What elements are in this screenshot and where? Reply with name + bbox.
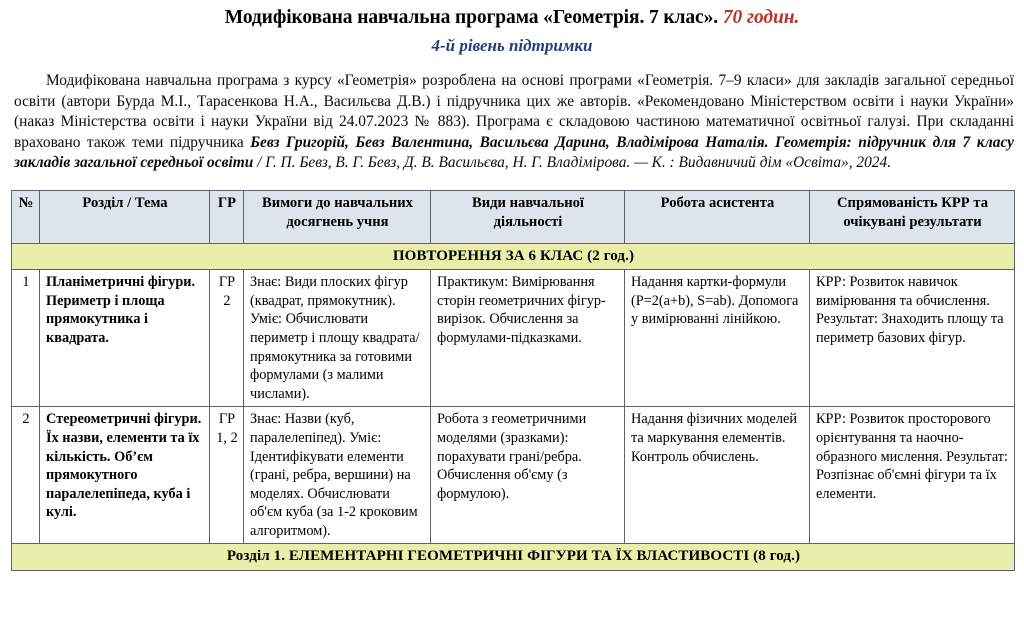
- col-header-activities: Види навчальної діяльності: [431, 190, 625, 243]
- cell-activities: Практикум: Вимірювання сторін геометричних фігур-вирізок. Обчислення за формулами-підказками.: [431, 270, 625, 407]
- page-title-hours: 70 годин.: [722, 7, 800, 28]
- section-title-repetition: ПОВТОРЕННЯ ЗА 6 КЛАС (2 год.): [12, 243, 1015, 270]
- gr-value: 2: [223, 292, 231, 309]
- col-header-assistant: Робота асистента: [625, 190, 810, 243]
- page-subtitle: 4-й рівень підтримки: [431, 36, 593, 56]
- page-title: [12, 5, 1012, 31]
- section-title-chapter-1: Розділ 1. ЕЛЕМЕНТАРНІ ГЕОМЕТРИЧНІ ФІГУРИ ТА ЇХ ВЛАСТИВОСТІ (8 год.): [12, 544, 1015, 571]
- intro-part-bold-italic: Бевз Григорій, Бевз Валентина, Васильєва Дарина, Владімірова Наталія. Геометрія: підручник для 7 класу закладів загальної середньої освіти: [14, 133, 1015, 172]
- cell-krr: КРР: Розвиток просторового орієнтування та наочно-образного мислення. Результат: Розпізнає об'ємні фігури та їх елементи.: [810, 407, 1015, 544]
- cell-assistant: Надання фізичних моделей та маркування елементів. Контроль обчислень.: [625, 407, 810, 544]
- gr-label: ГР: [218, 274, 236, 291]
- program-table: [11, 190, 1015, 571]
- table-head: [12, 190, 1015, 243]
- intro-part-italic: / Г. П. Бевз, В. Г. Бевз, Д. В. Васильєва, Н. Г. Владімірова. — К. : Видавничий дім «Освіта», 2024.: [257, 154, 892, 172]
- title-block: [0, 0, 1024, 57]
- col-header-krr: Спрямованість КРР та очікувані результати: [810, 190, 1015, 243]
- section-row-chapter-1: [12, 544, 1015, 571]
- section-row-repetition: [12, 243, 1015, 270]
- col-header-number: №: [12, 190, 40, 243]
- gr-label: ГР: [218, 411, 236, 428]
- table-row: [12, 270, 1015, 407]
- cell-topic: Стереометричні фігури. Їх назви, елементи та їх кількість. Об’єм прямокутного паралелепіпеда, куба і кулі.: [40, 407, 210, 544]
- table-row: [12, 407, 1015, 544]
- table-body: [12, 243, 1015, 570]
- gr-value: 1, 2: [216, 429, 238, 446]
- cell-assistant: Надання картки-формули (P=2(a+b), S=ab). Допомога у вимірюванні лінійкою.: [625, 270, 810, 407]
- cell-number: 2: [12, 407, 40, 544]
- cell-requirements: Знає: Види плоских фігур (квадрат, прямокутник). Уміє: Обчислювати периметр і площу квадрата/прямокутника за готовими формулами (з малими числами).: [244, 270, 431, 407]
- col-header-requirements: Вимоги до навчальних досягнень учня: [244, 190, 431, 243]
- program-table-wrap: [11, 190, 1014, 571]
- col-header-gr: ГР: [210, 190, 244, 243]
- cell-activities: Робота з геометричними моделями (зразками): порахувати грані/ребра. Обчислення об'єму (з формулою).: [431, 407, 625, 544]
- col-header-topic: Розділ / Тема: [40, 190, 210, 243]
- cell-number: 1: [12, 270, 40, 407]
- intro-part-plain: Модифікована навчальна програма з курсу «Геометрія» розроблена на основі програми «Геометрія. 7–9 класи» для закладів загальної середньої освіти (автори Бурда М.І., Тарасенкова Н.А., Васильєва Д.В.) і підручника цих же авторів. «Рекомендовано Міністерством освіти і науки України» (наказ Міністерства освіти і науки України від 24.07.2023 № 883). Програма є складовою частиною математичної освітньої галузі. При складанні враховано також теми підручника: [14, 72, 1014, 151]
- intro-paragraph: [14, 71, 1014, 173]
- cell-topic: Планіметричні фігури. Периметр і площа прямокутника і квадрата.: [40, 270, 210, 407]
- cell-gr: [210, 407, 244, 544]
- table-header-row: [12, 190, 1015, 243]
- cell-krr: КРР: Розвиток навичок вимірювання та обчислення. Результат: Знаходить площу та периметр базових фігур.: [810, 270, 1015, 407]
- cell-requirements: Знає: Назви (куб, паралелепіпед). Уміє: Ідентифікувати елементи (грані, ребра, вершини) на моделях. Обчислювати об'єм куба (за 1-2 кроковим алгоритмом).: [244, 407, 431, 544]
- cell-gr: [210, 270, 244, 407]
- page-title-text: Модифікована навчальна програма «Геометрія. 7 клас».: [224, 7, 719, 28]
